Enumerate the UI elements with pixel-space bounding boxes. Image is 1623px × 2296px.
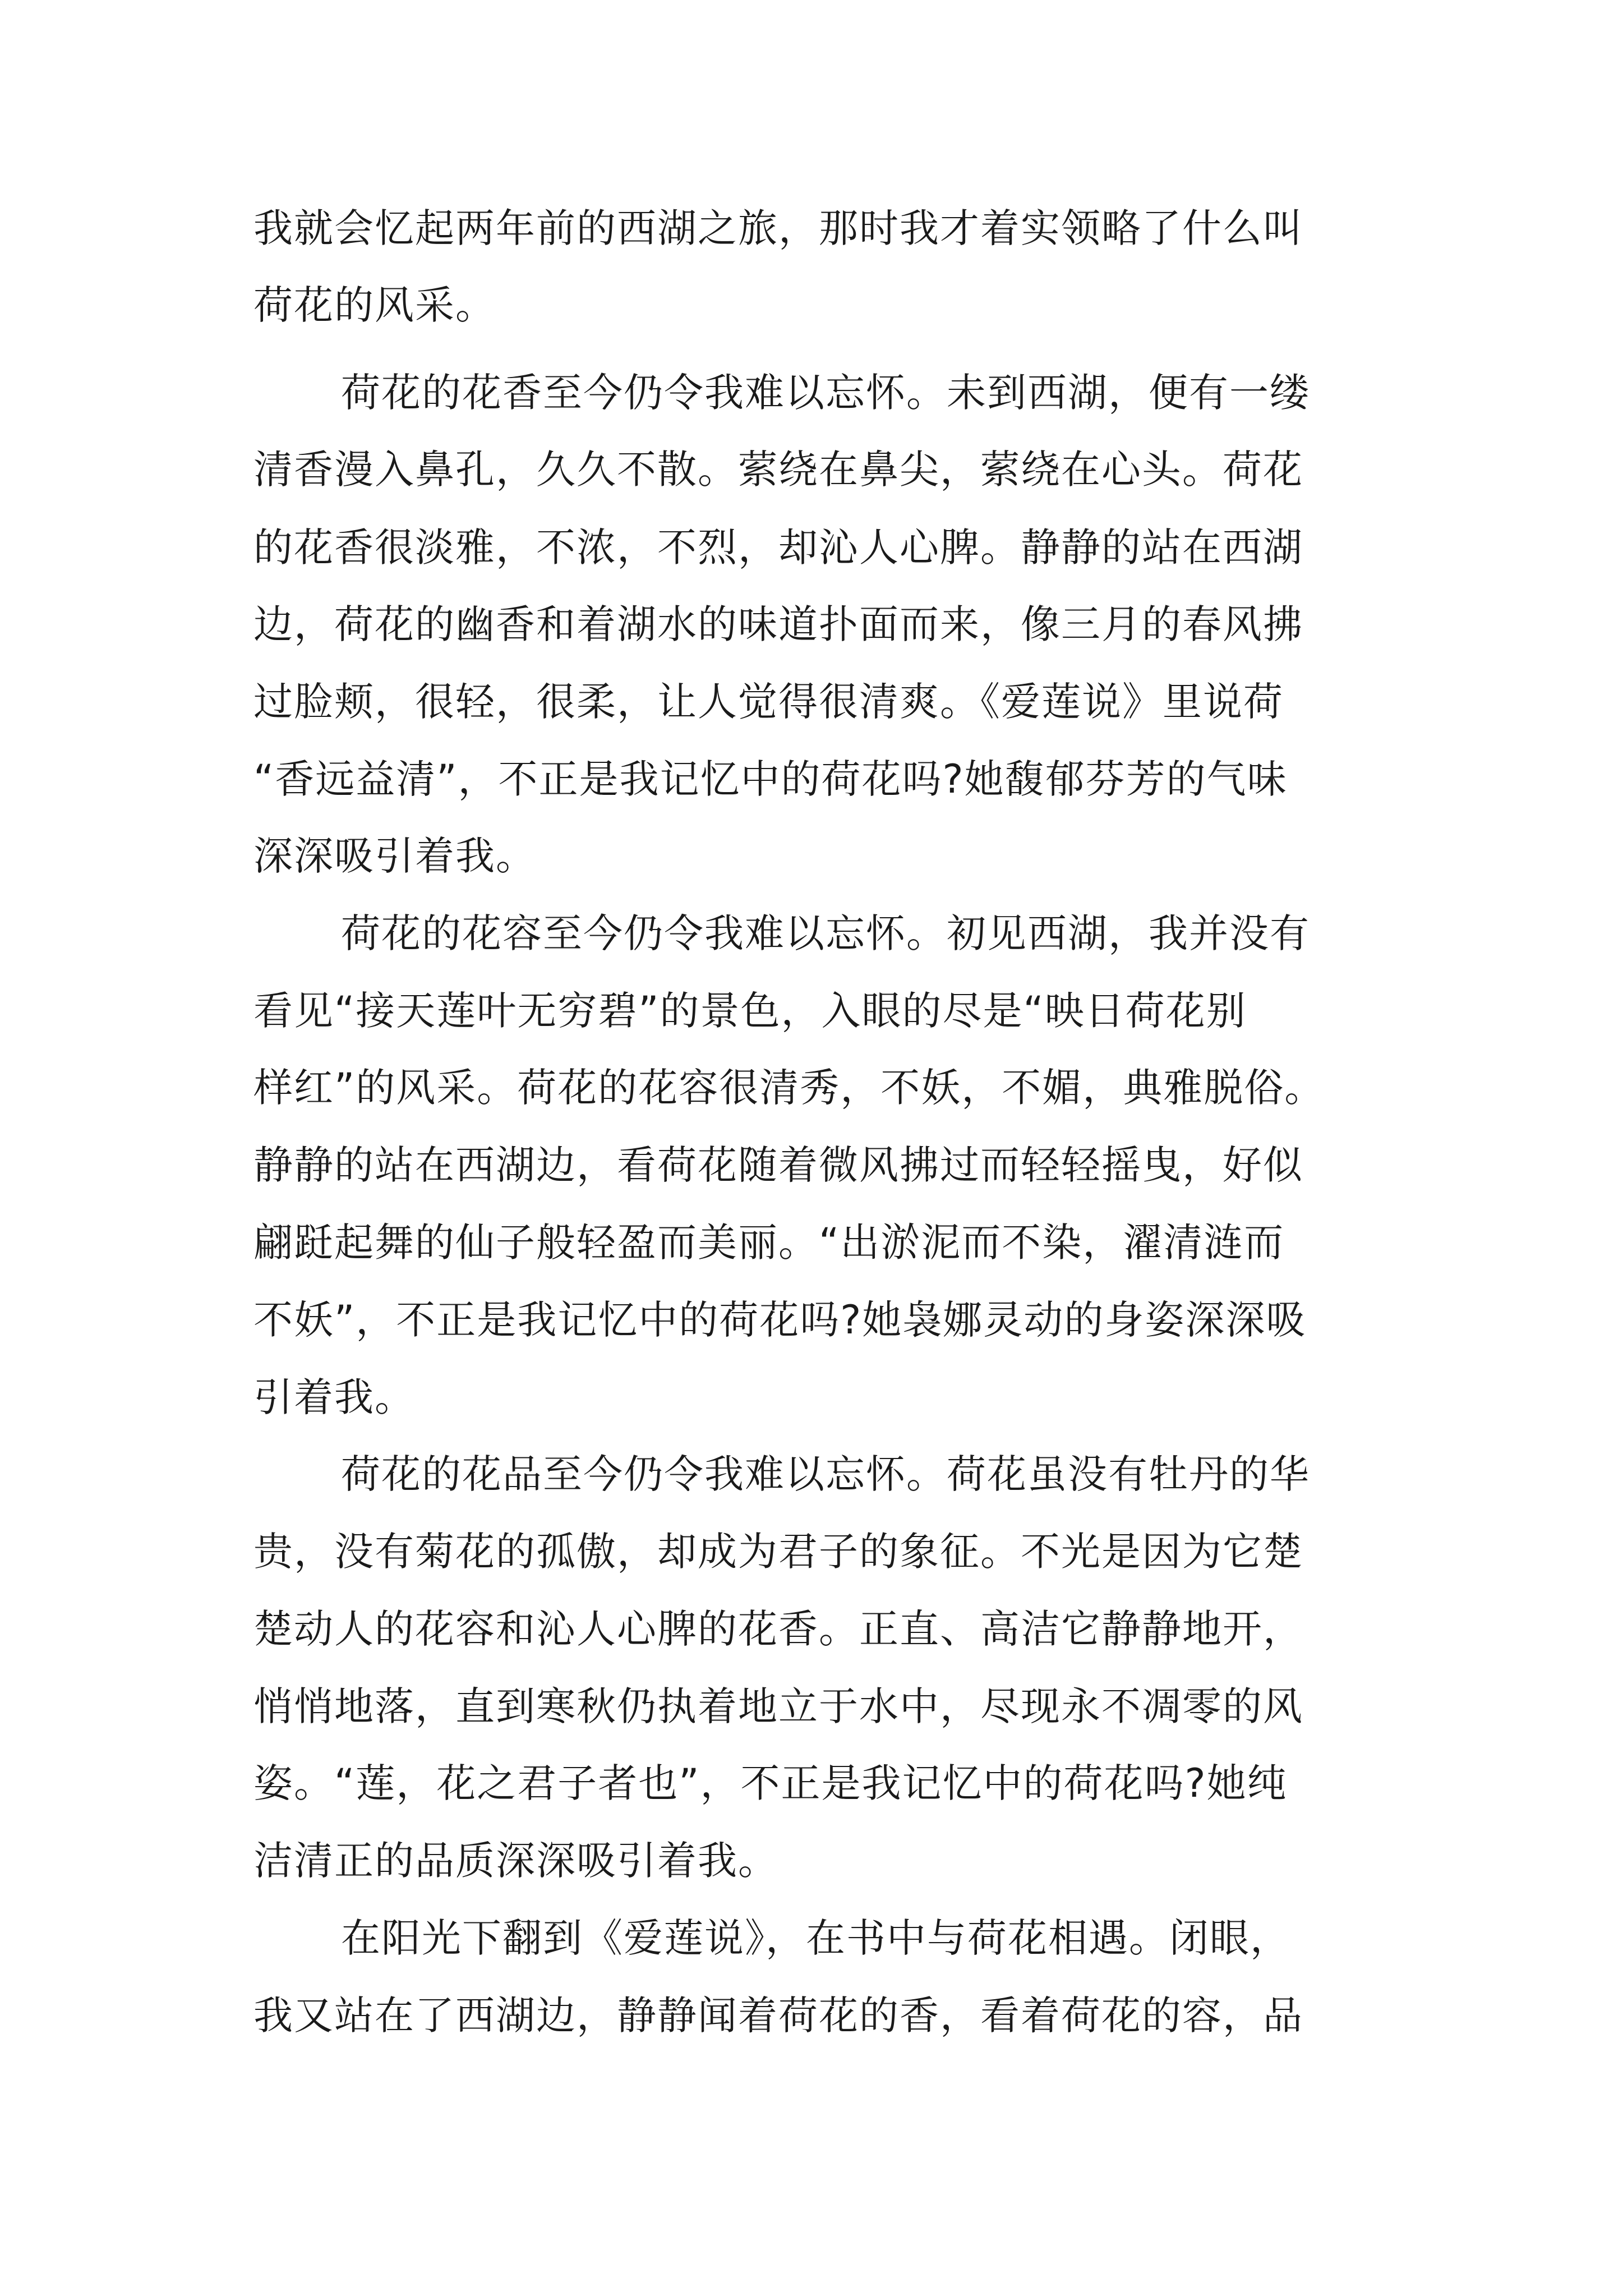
text-line: 过脸颊，很轻，很柔，让人觉得很清爽。《爱莲说》里说荷: [253, 679, 1284, 725]
text-line: 姿。“莲，花之君子者也”，不正是我记忆中的荷花吗?她纯: [253, 1760, 1288, 1806]
text-line: “香远益清”，不正是我记忆中的荷花吗?她馥郁芬芳的气味: [253, 756, 1288, 802]
text-line: 楚动人的花容和沁人心脾的花香。正直、高洁它静静地开，: [253, 1606, 1303, 1652]
text-line: 静静的站在西湖边，看荷花随着微风拂过而轻轻摇曳，好似: [253, 1142, 1303, 1188]
paragraph-first-line: 在阳光下翻到《爱莲说》，在书中与荷花相遇。闭眼，: [341, 1915, 1290, 1961]
text-line: 看见“接天莲叶无穷碧”的景色，入眼的尽是“映日荷花别: [253, 988, 1247, 1034]
text-line: 深深吸引着我。: [253, 833, 536, 879]
text-line: 样红”的风采。荷花的花容很清秀，不妖，不媚，典雅脱俗。: [253, 1065, 1325, 1111]
text-line: 我就会忆起两年前的西湖之旅，那时我才着实领略了什么叫: [253, 205, 1303, 251]
text-line: 我又站在了西湖边，静静闻着荷花的香，看着荷花的容，品: [253, 1993, 1303, 2039]
text-line: 悄悄地落，直到寒秋仍执着地立于水中，尽现永不凋零的风: [253, 1683, 1303, 1729]
text-line: 贵，没有菊花的孤傲，却成为君子的象征。不光是因为它楚: [253, 1529, 1303, 1575]
text-line: 的花香很淡雅，不浓，不烈，却沁人心脾。静静的站在西湖: [253, 524, 1303, 570]
text-line: 翩跹起舞的仙子般轻盈而美丽。“出淤泥而不染，濯清涟而: [253, 1220, 1285, 1266]
paragraph-first-line: 荷花的花香至今仍令我难以忘怀。未到西湖，便有一缕: [341, 370, 1310, 416]
text-line: 不妖”，不正是我记忆中的荷花吗?她袅娜灵动的身姿深深吸: [253, 1297, 1307, 1343]
text-line: 引着我。: [253, 1374, 415, 1420]
paragraph-first-line: 荷花的花容至今仍令我难以忘怀。初见西湖，我并没有: [341, 910, 1310, 956]
text-line: 洁清正的品质深深吸引着我。: [253, 1838, 778, 1884]
paragraph-first-line: 荷花的花品至今仍令我难以忘怀。荷花虽没有牡丹的华: [341, 1451, 1310, 1497]
text-line: 荷花的风采。: [253, 282, 496, 328]
text-line: 清香漫入鼻孔，久久不散。萦绕在鼻尖，萦绕在心头。荷花: [253, 447, 1303, 493]
text-line: 边，荷花的幽香和着湖水的味道扑面而来，像三月的春风拂: [253, 601, 1303, 647]
